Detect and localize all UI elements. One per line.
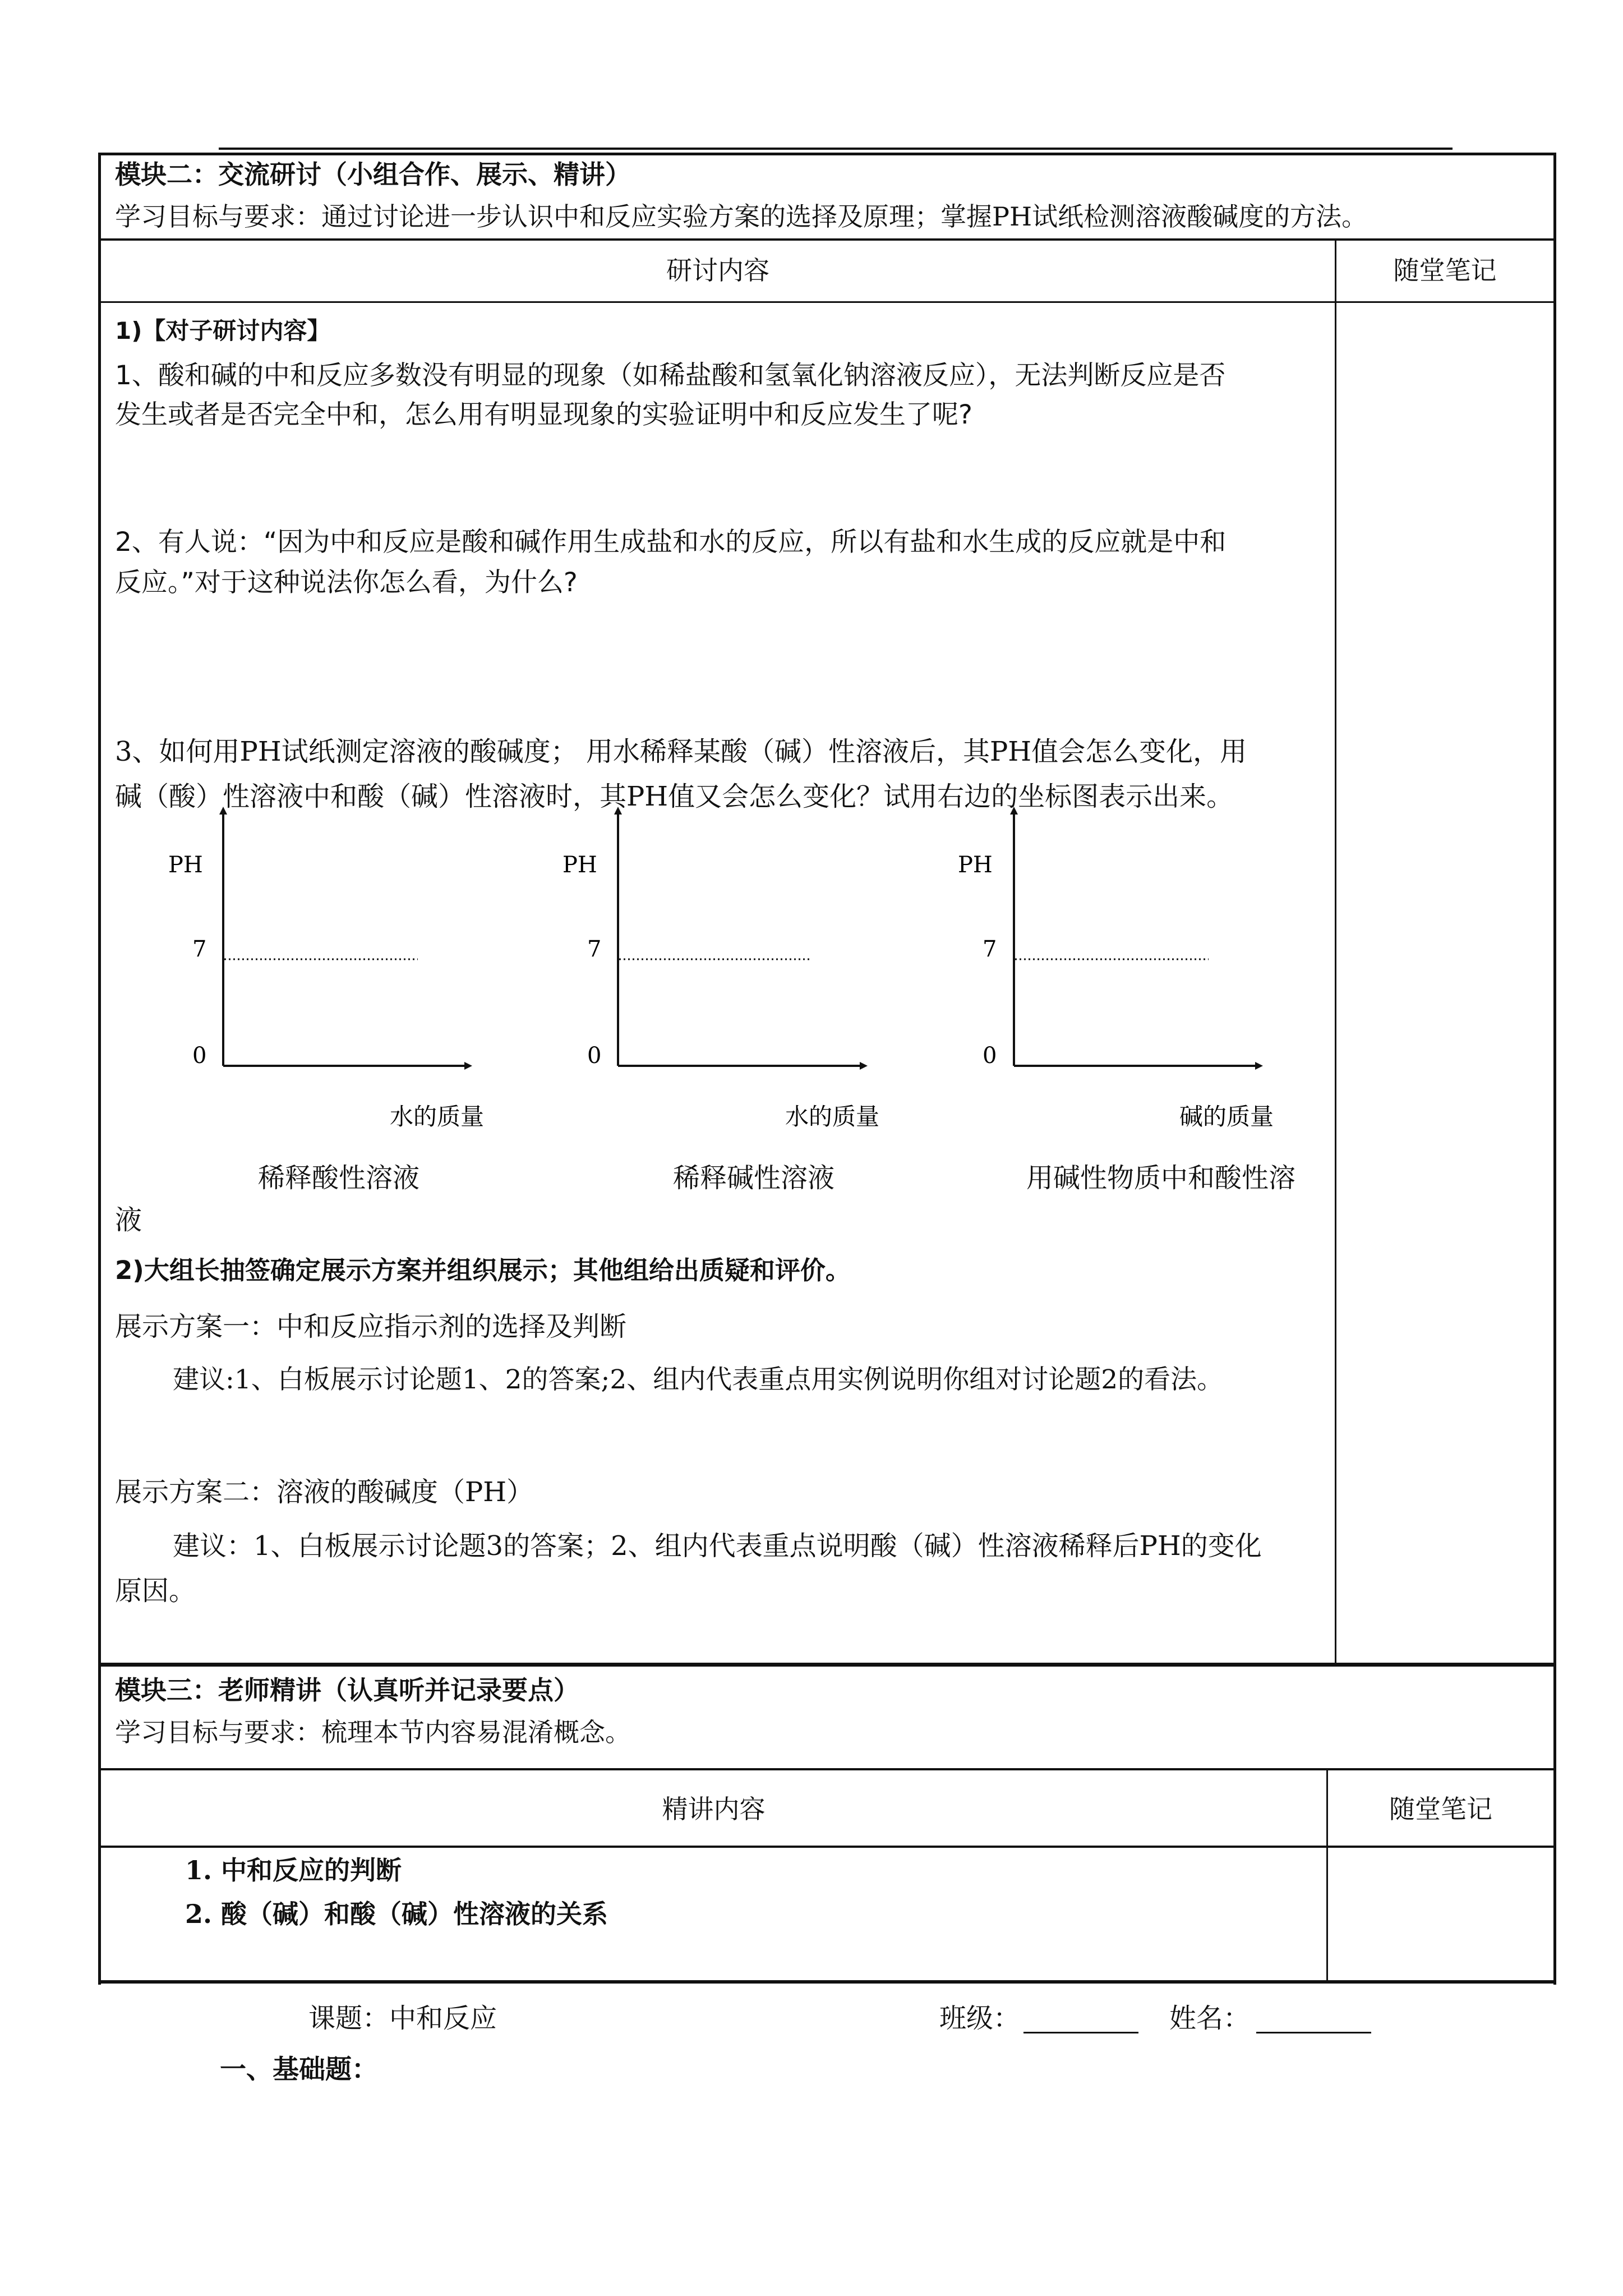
module3-col-main-header: 精讲内容 [662,1794,766,1824]
graph-neutralize-acid [958,811,1274,1130]
graph2-x-label: 水的质量 [785,1103,880,1130]
module2-col-notes-header: 随堂笔记 [1393,255,1497,286]
graph1-origin: 0 [192,1043,207,1069]
graph3-y-label: PH [958,852,993,878]
question3-line2: 碱（酸）性溶液中和酸（碱）性溶液时，其PH值又会怎么变化？试用右边的坐标图表示出来。 [115,781,1234,812]
graph-dilute-base [562,811,879,1130]
question2-line2: 反应。”对于这种说法你怎么看，为什么? [115,567,578,598]
graph3-tick-7: 7 [983,936,997,962]
question1-line1: 1、酸和碱的中和反应多数没有明显的现象（如稀盐酸和氢氧化钠溶液反应），无法判断反应是否 [115,360,1226,391]
class-label: 班级： [939,2003,1021,2034]
module2-title: 模块二：交流研讨（小组合作、展示、精讲） [115,159,631,190]
row-divider-module3-colhead [98,1846,1556,1848]
plan2-title: 展示方案二：溶液的酸碱度（PH） [115,1476,534,1508]
lesson-topic: 课题：中和反应 [308,2003,497,2034]
module3-item1: 1. 中和反应的判断 [185,1855,402,1885]
basic-questions-heading: 一、基础题： [220,2054,378,2085]
plan2-advice-line2: 原因。 [115,1575,196,1607]
name-label: 姓名： [1169,2003,1251,2034]
graph3-caption: 用碱性物质中和酸性溶 [1026,1162,1296,1194]
row-divider-module3-top [98,1663,1556,1667]
module2-col-main-header: 研讨内容 [666,255,769,286]
plan1-advice: 建议:1、白板展示讨论题1、2的答案;2、组内代表重点用实例说明你组对讨论题2的看法。 [173,1364,1224,1395]
section2-title: 2)大组长抽签确定展示方案并组织展示；其他组给出质疑和评价。 [115,1255,851,1285]
graph-dilute-acid [168,811,484,1130]
graph1-y-label: PH [168,852,203,878]
section1-title: 1)【对子研讨内容】 [115,317,331,344]
row-divider-module3-header [98,1768,1556,1770]
graph2-tick-7: 7 [587,936,602,962]
graph1-x-label: 水的质量 [390,1103,485,1130]
graph2-caption: 稀释碱性溶液 [673,1162,835,1194]
question3-line1: 3、如何用PH试纸测定溶液的酸碱度； 用水稀释某酸（碱）性溶液后，其PH值会怎么变化，用 [115,736,1247,767]
module2-goal: 学习目标与要求：通过讨论进一步认识中和反应实验方案的选择及原理；掌握PH试纸检测溶液酸碱度的方法。 [115,201,1368,232]
graph3-origin: 0 [983,1043,997,1069]
graph3-caption-overflow: 液 [115,1204,142,1236]
module3-title: 模块三：老师精讲（认真听并记录要点） [115,1675,579,1705]
plan2-advice-line1: 建议：1、白板展示讨论题3的答案；2、组内代表重点说明酸（碱）性溶液稀释后PH的变化 [173,1530,1262,1562]
graph1-tick-7: 7 [192,936,207,962]
graph1-caption: 稀释酸性溶液 [258,1162,420,1194]
graph2-origin: 0 [587,1043,602,1069]
plan1-title: 展示方案一：中和反应指示剂的选择及判断 [115,1311,627,1342]
question2-line1: 2、有人说：“因为中和反应是酸和碱作用生成盐和水的反应，所以有盐和水生成的反应就是中和 [115,527,1227,558]
graph2-y-label: PH [562,852,597,878]
class-field[interactable] [1023,2032,1138,2033]
question1-line2: 发生或者是否完全中和，怎么用有明显现象的实验证明中和反应发生了呢? [115,399,972,430]
module3-goal: 学习目标与要求：梳理本节内容易混淆概念。 [115,1717,631,1747]
graph3-x-label: 碱的质量 [1179,1103,1274,1130]
module3-col-notes-header: 随堂笔记 [1389,1794,1492,1824]
table-bottom-border [98,1980,1556,1984]
name-field[interactable] [1256,2032,1371,2033]
module3-item2: 2. 酸（碱）和酸（碱）性溶液的关系 [185,1899,608,1929]
